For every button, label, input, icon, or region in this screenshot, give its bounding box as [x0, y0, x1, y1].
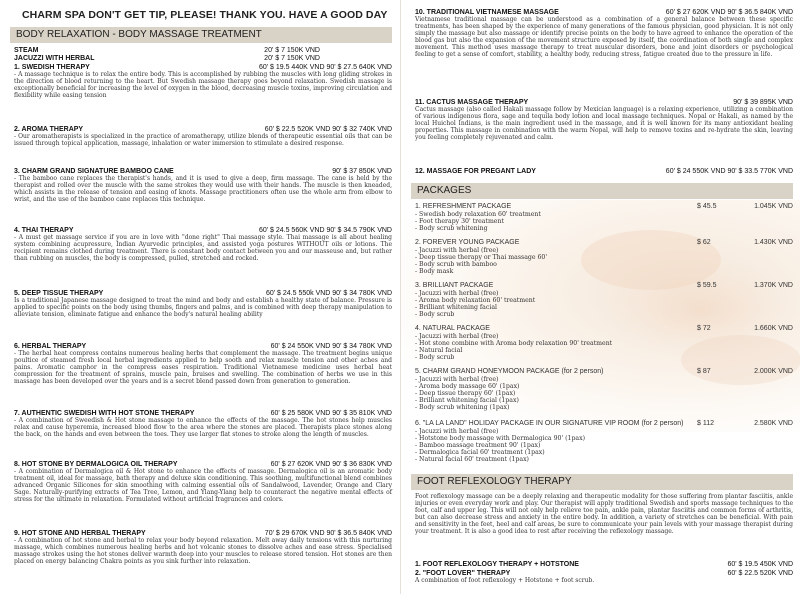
treatment-item: 7. AUTHENTIC SWEDISH WITH HOT STONE THERAPY 60' $ 25 580K VND 90' $ 35 810K VND - A combination of Sweedish & Hot stone massage to enhance the effects of the massage. The hot stones help muscles relax and cause hyperemia, increased blood flow to the area where the stones are placed. Therapists place stones along the back, on the hands and even between the toes. They use larger flat stones to stroke along the length of muscles.: [14, 410, 392, 438]
treatment-item: 5. DEEP TISSUE THERAPY 60' $ 24.5 550k VND 90' $ 34 780K VND Is a traditional Japanese massage designed to treat the mind and body and establish a healthy state of balance. Pressure is applied to specific points on the body using thumbs, fingers and palms, and is combined with deep therapy manipulation to alleviate tension, eliminate fatigue and enhance the body's natural healing ability: [14, 290, 392, 318]
foot-item: 1. FOOT REFLEXOLOGY THERAPY + HOTSTONE 60' $ 19.5 450K VND: [415, 561, 793, 568]
treatment-item: 1. SWEDISH THERAPY 60' $ 19.5 440K VND 90' $ 27.5 640K VND - A massage technique is to relax the entire body. This is accomplished by rubbing the muscles with long gliding strokes in the direction of blood returning to the heart. But Swedish massage therapy goes beyond relaxation. Swedish massage is exceptionally beneficial for increasing the level of oxygen in the blood, decreasing muscle toxins, improving circulation and flexibility while easing tension: [14, 64, 392, 99]
packages-header: PACKAGES: [411, 183, 793, 199]
no-tip-notice: CHARM SPA DON'T GET TIP, PLEASE! THANK YOU. HAVE A GOOD DAY: [22, 9, 388, 21]
treatment-item: 4. THAI THERAPY 60' $ 24.5 560K VND 90' $ 34.5 790K VND - A must get massage service if you are in love with "done right" Thai massage style. Thai massage is all about healing system combining acupressure, Indian Ayurvedic principles, and assisted yoga postures WITHOUT oils or lotions. The recipient remains clothed during treatment. There is constant body contact between you and our masseuse and, but rather than rubbing on muscles, the body is compressed, pulled, stretched and rocked.: [14, 227, 392, 262]
package-item: 5. CHARM GRAND HONEYMOON PACKAGE (for 2 person) $ 87 2.000K VND - Jacuzzi with herbal (free) - Aroma body massage 60' (1pax) - Deep tissue therapy 60' (1pax) - Brilliant whitening facial (1pax) - Body scrub whitening (1pax): [415, 368, 793, 411]
treatment-item: 3. CHARM GRAND SIGNATURE BAMBOO CANE 90' $ 37 850K VND - The bamboo cane replaces the therapist's hands, and it is used to give a deep, firm massage. The cane is held by the therapist and rolled over the muscle with the same strokes they would use with their hands. The muscle is then kneaded, which assists in the release of tension and easing of knots. Massage practitioners often use the whole arm from elbow to wrist, and the use of the bamboo cane replaces this technique.: [14, 168, 392, 203]
treatment-item: 12. MASSAGE FOR PREGANT LADY 60' $ 24 550K VND 90' $ 33.5 770K VND: [415, 168, 793, 175]
package-item: 6. "LA LA LAND" HOLIDAY PACKAGE IN OUR SIGNATURE VIP ROOM (for 2 person) $ 112 2.580K VND - Jacuzzi with herbal (free) - Hotstone body massage with Dermalogica 90' (1pax) - Bamboo massage treatment 90' (1pax) - Dermalogica facial 60' treatment (1pax) - Natural facial 60' treatment (1pax): [415, 420, 793, 463]
foot-reflexology-description: Foot reflexology massage can be a deeply relaxing and therapeutic modality for those suffering from plantar fasciitis, ankle injuries or even everyday work and play. Our therapist will apply traditional Swedish and sports massage techniques to the foot, calf and upper leg. This will not only help relieve toe pain, ankle pain, plantar fasciitis and common forms of arthritis, but can also decrease stress and anxiety in the entire body. In addition, a variety of stretches can be beneficial. With pain and sensitivity in the feet, heel and calf areas, be sure to communicate your pain levels with your massage therapist during your treatment. It is also a good idea to rest after receiving the reflexology massage.: [415, 493, 793, 535]
treatment-item: 11. CACTUS MASSAGE THERAPY 90' $ 39 895K VND Cactus massage (also called Hakali massage follow by Mexician language) is a relaxing experience, utilizing a combination of various indigenous flora, sage and tequila body lotion and local massage techniques. Nopal or Hakali, as named by the local Huichol Indians, is the main ingredient used in the massage, and it is well known for its many antioxidant healing properties. This massage in combination with the warm Nopal, will help to remove toxins and re-hydrate the skin, leaving you feeling completely rejuvenated and calm.: [415, 99, 793, 141]
treatment-item: 6. HERBAL THERAPY 60' $ 24 550K VND 90' $ 34 780K VND - The herbal heat compress contains numerous healing herbs that complement the massage. The treatment begins unique poultice of steamed fresh local herbal ingredients applied to help sooth and relax muscle tension and other aches and pains. Aromatic camphor in the compress eases respiration. Traditional Vietnamese medicine uses herbal heat compression for the treatment of sprains, muscle pain, bruises and swelling. The combination of herbs we use in this massage has been developed over the years and is a secret blend passed down from generation to generation.: [14, 343, 392, 385]
extra-jacuzzi: JACUZZI WITH HERBAL 20' $ 7 150K VND: [14, 55, 320, 62]
foot-item: 2. "FOOT LOVER" THERAPY 60' $ 22.5 520K VND A combination of foot reflexology + Hotstone + foot scrub.: [415, 570, 793, 584]
treatment-item: 2. AROMA THERAPY 60' $ 22.5 520K VND 90' $ 32 740K VND - Our aromatherapists is specialized in the practice of aromatherapy, utilize blends of therapeutic essential oils that can be issued through topical application, massage, inhalation or water immersion to stimulate a desired response.: [14, 126, 392, 147]
foot-reflexology-header: FOOT REFLEXOLOGY THERAPY: [411, 474, 793, 490]
treatment-item: 9. HOT STONE AND HERBAL THERAPY 70' $ 29 670K VND 90' $ 36.5 840K VND - A combination of hot stone and herbal to relax your body beyond relaxation. Melt away daily tensions with this nurturing massage, which combines numerous healing herbs and hot volcanic stones to dissolve aches and ease stress. Specialised massage strokes using the hot stones deliver warmth deep into your muscles to release stored tension. Hot stones are then placed on energy balancing Chakra points as you sink further into relaxation.: [14, 530, 392, 565]
treatment-item: 8. HOT STONE BY DERMALOGICA OIL THERAPY 60' $ 27 620K VND 90' $ 36 830K VND - A combination of Dermalogica oil & Hot stone to enhance the effects of massage. Dermalogica oil is an aromatic body treatment oil, ideal for massage, bath therapy and deluxe skin conditioning. This soothing, multifunctional blend combines advanced Organic Silicones for skin smoothing with calming essential oils of Sandalwood, Lavender, Orange and Clary Sage. Naturally-purifying extracts of Tea Tree, Lemon, and Ylang-Ylang help to counteract the negative mental effects of stress for the ultimate in relaxation. Formulated without artificial fragrances and colors.: [14, 461, 392, 503]
treatment-item: 10. TRADITIONAL VIETNAMESE MASSAGE 60' $ 27 620K VND 90' $ 36.5 840K VND Vietnamese traditional massage can be understood as a combination of a general balance between these specific treatments, has been shaped by the experience of many generations of the famous physician, good physician. It is not only simply the massage but also massage or identify precise points on the body to have agreed to enhance the operation of the blood gas but also the expansion of the movement structure exposed by itself, the coordination of both single and complex movement. This method uses massage therapy to treat muscular disorders, bone and joint disorders or psychological feeling to get a sense of comfort, stability, a healthy body, reducing stress, fatigue created due to the pressure in life.: [415, 9, 793, 58]
package-item: 1. REFRESHMENT PACKAGE $ 45.5 1.045K VND - Swedish body relaxation 60' treatment - Foot therapy 30' treatment - Body scrub whitening: [415, 203, 793, 232]
package-item: 4. NATURAL PACKAGE $ 72 1.660K VND - Jacuzzi with herbal (free) - Hot stone combine with Aroma body relaxation 90' treatment - Natural facial - Body scrub: [415, 325, 793, 361]
body-relaxation-header: BODY RELAXATION - BODY MASSAGE TREATMENT: [10, 27, 392, 43]
right-page: [400, 0, 800, 594]
package-item: 3. BRILLIANT PACKAGE $ 59.5 1.370K VND - Jacuzzi with herbal (free) - Aroma body relaxation 60' treatment - Brilliant whitening facial - Body scrub: [415, 282, 793, 318]
package-item: 2. FOREVER YOUNG PACKAGE $ 62 1.430K VND - Jacuzzi with herbal (free) - Deep tissue therapy or Thai massage 60' - Body scrub with bamboo - Body mask: [415, 239, 793, 275]
extra-steam: STEAM 20' $ 7 150K VND: [14, 47, 320, 54]
